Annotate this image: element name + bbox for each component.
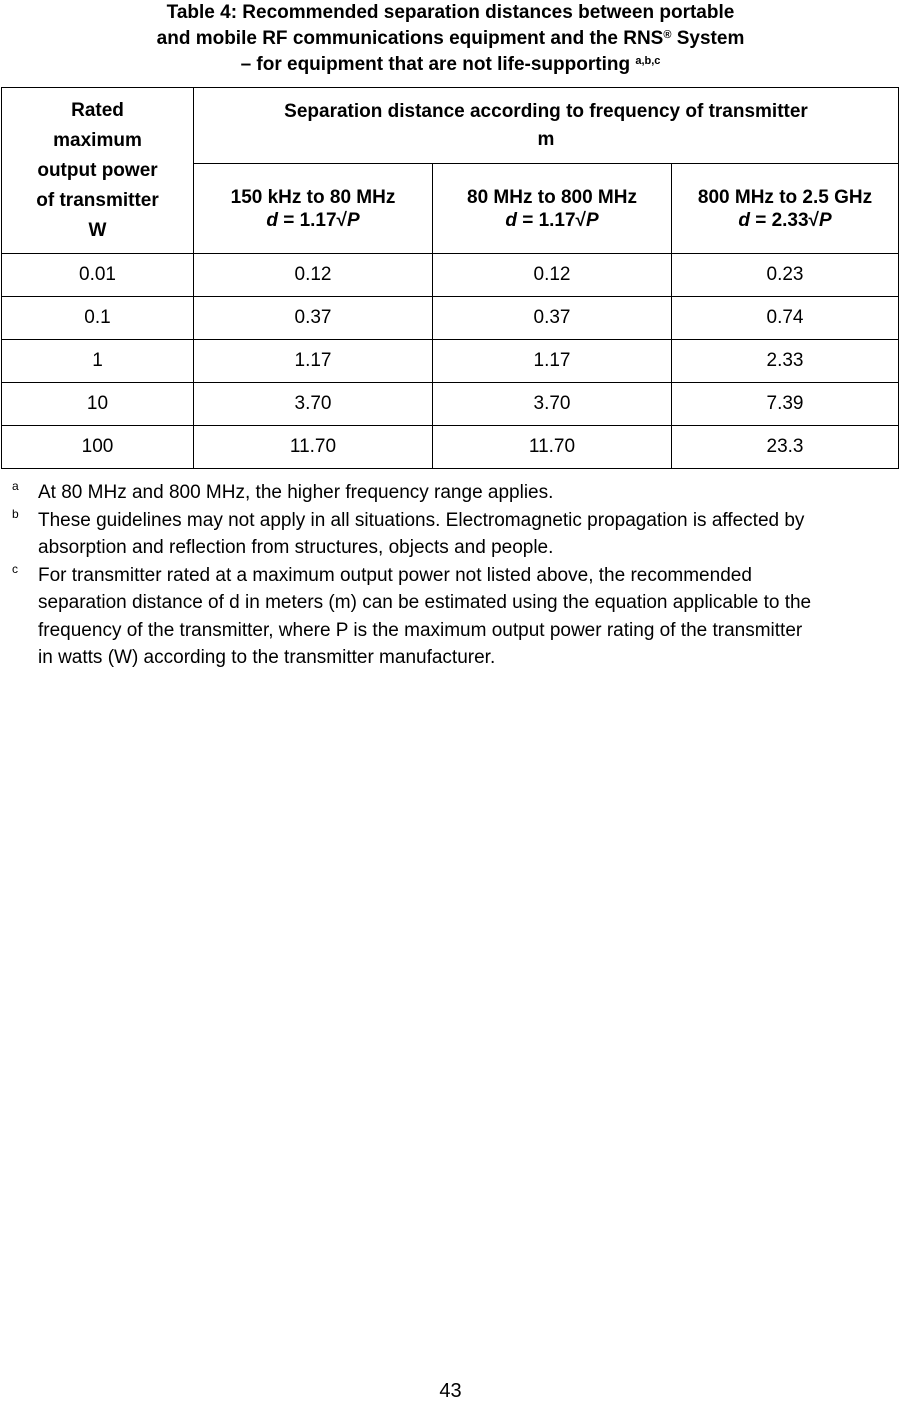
header-rated-line: output power (37, 159, 158, 181)
formula-var: d (266, 209, 278, 231)
header-freq-80mhz-800mhz (433, 164, 672, 254)
footnote-a (0, 479, 901, 507)
cell-distance: 7.39 (672, 383, 899, 426)
formula-p: P (585, 209, 599, 231)
formula-var: d (738, 209, 750, 231)
footnote-mark: c (12, 561, 18, 576)
table-title (0, 0, 901, 78)
cell-distance: 11.70 (433, 426, 672, 469)
cell-distance: 3.70 (194, 383, 433, 426)
freq-range: 150 kHz to 80 MHz (230, 186, 396, 208)
footnote-text: separation distance of d in meters (m) can be estimated using the equation applicable to the (38, 592, 812, 613)
title-line-3 (0, 52, 901, 78)
cell-power: 100 (2, 426, 194, 469)
title-line-2-suffix: System (671, 28, 745, 49)
header-rated-line: maximum (53, 129, 142, 151)
separation-distance-table (1, 87, 899, 469)
footnotes (0, 479, 901, 672)
cell-distance: 0.12 (433, 254, 672, 297)
title-line-2 (0, 26, 901, 52)
header-rated-unit: W (88, 219, 107, 241)
cell-distance: 0.37 (194, 297, 433, 340)
footnote-c (0, 562, 901, 672)
table-row (2, 254, 899, 297)
formula (672, 209, 898, 232)
formula-coef: = 2.33√ (749, 209, 819, 231)
footnote-mark: a (12, 479, 19, 493)
header-rated-line: of transmitter (36, 189, 159, 211)
table-row (2, 297, 899, 340)
title-line-2-text: and mobile RF communications equipment and the RNS (156, 28, 664, 49)
cell-distance: 1.17 (194, 340, 433, 383)
cell-power: 10 (2, 383, 194, 426)
cell-distance: 3.70 (433, 383, 672, 426)
freq-range: 80 MHz to 800 MHz (467, 186, 637, 208)
table-row (2, 383, 899, 426)
footnote-text: absorption and reflection from structures, objects and people. (38, 537, 554, 558)
footnote-b (0, 507, 901, 562)
table-row (2, 426, 899, 469)
footnote-mark: b (12, 506, 19, 521)
footnote-text: For transmitter rated at a maximum output power not listed above, the recommended (38, 564, 752, 586)
registered-mark: ® (663, 29, 672, 41)
cell-power: 1 (2, 340, 194, 383)
title-footnote-refs: a,b,c (635, 55, 661, 67)
formula-coef: = 1.17√ (277, 209, 347, 231)
header-separation-text: Separation distance according to frequency of transmitter (284, 100, 808, 122)
cell-distance: 11.70 (194, 426, 433, 469)
formula (194, 209, 432, 232)
cell-power: 0.01 (2, 254, 194, 297)
header-freq-800mhz-2-5ghz (672, 164, 899, 254)
formula-coef: = 1.17√ (516, 209, 586, 231)
cell-distance: 23.3 (672, 426, 899, 469)
table-row (2, 340, 899, 383)
formula-p: P (818, 209, 832, 231)
header-rated-power (2, 88, 194, 254)
cell-distance: 1.17 (433, 340, 672, 383)
title-line-3-text: – for equipment that are not life-supporting (240, 54, 636, 75)
header-separation-distance (194, 88, 899, 164)
cell-distance: 0.37 (433, 297, 672, 340)
header-freq-150khz-80mhz (194, 164, 433, 254)
footnote-text: in watts (W) according to the transmitter manufacturer. (38, 647, 496, 668)
cell-distance: 2.33 (672, 340, 899, 383)
formula-var: d (505, 209, 517, 231)
header-separation-unit: m (537, 128, 555, 150)
title-line-1: Table 4: Recommended separation distances between portable (166, 2, 735, 23)
page-number: 43 (439, 1380, 462, 1402)
freq-range: 800 MHz to 2.5 GHz (697, 186, 873, 208)
cell-power: 0.1 (2, 297, 194, 340)
footnote-text: frequency of the transmitter, where P is the maximum output power rating of the transmitter (38, 619, 803, 641)
formula (433, 209, 671, 232)
cell-distance: 0.12 (194, 254, 433, 297)
cell-distance: 0.74 (672, 297, 899, 340)
cell-distance: 0.23 (672, 254, 899, 297)
footnote-text: These guidelines may not apply in all situations. Electromagnetic propagation is affected by (38, 509, 805, 531)
header-rated-line: Rated (71, 99, 124, 121)
footnote-text: At 80 MHz and 800 MHz, the higher frequency range applies. (38, 482, 554, 503)
formula-p: P (346, 209, 360, 231)
